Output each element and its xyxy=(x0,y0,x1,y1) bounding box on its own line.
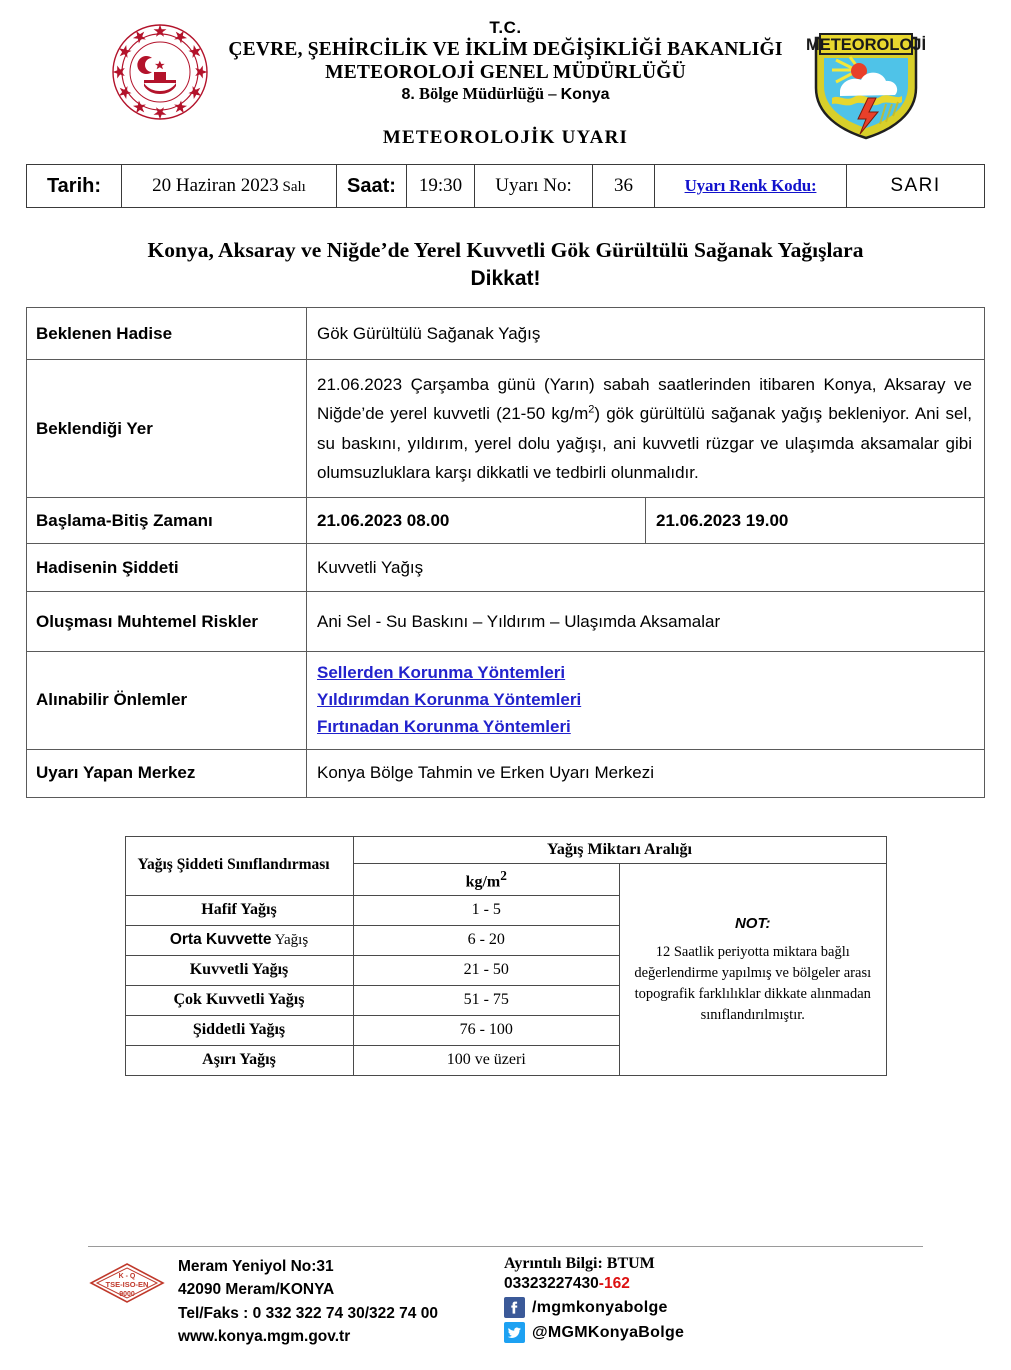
color-code-link[interactable]: Uyarı Renk Kodu: xyxy=(684,176,817,195)
classification-category-very-heavy: Çok Kuvvetli Yağış xyxy=(125,985,353,1015)
label-start-end-time: Başlama-Bitiş Zamanı xyxy=(27,498,307,544)
value-event-severity: Kuvvetli Yağış xyxy=(307,544,985,592)
address-line-2: 42090 Meram/KONYA xyxy=(178,1281,335,1299)
classification-range-moderate: 6 - 20 xyxy=(353,925,620,955)
facebook-handle[interactable]: /mgmkonyabolge xyxy=(531,1298,668,1316)
shield-text: METEOROLOJİ xyxy=(806,36,926,54)
precipitation-classification-table xyxy=(125,836,887,1076)
table-row-expected-location xyxy=(27,360,985,498)
warning-headline xyxy=(55,236,956,293)
table-row-expected-event xyxy=(27,308,985,360)
label-possible-risks: Oluşması Muhtemel Riskler xyxy=(27,592,307,652)
document-header xyxy=(0,0,1011,152)
tse-iso-certification-icon xyxy=(88,1255,166,1310)
header-tc: T.C. xyxy=(489,18,522,37)
color-code-value: SARI xyxy=(890,175,941,196)
ministry-emblem-icon xyxy=(110,22,210,122)
table-row-issuing-center xyxy=(27,749,985,797)
date-label: Tarih: xyxy=(46,174,102,197)
classification-table-wrapper xyxy=(0,836,1011,1076)
twitter-row[interactable] xyxy=(504,1322,684,1343)
tse-line-3: 9000 xyxy=(119,1291,135,1298)
meteoroloji-logo-icon xyxy=(806,24,926,142)
contact-title: Ayrıntılı Bilgi: BTUM xyxy=(503,1255,655,1272)
tse-line-1: K - Q xyxy=(118,1273,136,1280)
date-dayofweek-text: Salı xyxy=(282,179,306,195)
warning-details-table xyxy=(26,307,985,798)
contact-phone-number: 03323227430 xyxy=(503,1275,599,1292)
time-label-cell xyxy=(337,165,407,207)
date-value-cell xyxy=(122,165,337,207)
table-row-precautions xyxy=(27,652,985,750)
region-city: Konya xyxy=(560,86,610,104)
document-footer xyxy=(0,1246,1011,1348)
value-precautions-links xyxy=(307,652,985,750)
note-body: 12 Saatlik periyotta miktara bağlı değerlendirme yapılmış ve bölgeler arası topografik farklılıklar dikkate alınmadan sınıflandırılmıştır. xyxy=(634,943,872,1023)
header-ministry-line1: ÇEVRE, ŞEHİRCİLİK VE İKLİM DEĞİŞİKLİĞİ BAKANLIĞI xyxy=(228,39,783,61)
label-expected-location: Beklendiği Yer xyxy=(27,360,307,498)
category-moderate-rest: Yağış xyxy=(271,932,309,949)
label-event-severity: Hadisenin Şiddeti xyxy=(27,544,307,592)
document-title: METEOROLOJİK UYARI xyxy=(382,126,629,148)
region-middle: Bölge Müdürlüğü – xyxy=(414,84,561,104)
time-value-cell xyxy=(407,165,475,207)
value-start-time: 21.06.2023 08.00 xyxy=(307,498,646,544)
contact-phone-extension: -162 xyxy=(598,1275,630,1292)
paragraph-superscript: 2 xyxy=(588,403,595,416)
footer-address-block xyxy=(166,1255,438,1348)
table-row-possible-risks xyxy=(27,592,985,652)
value-expected-event: Gök Gürültülü Sağanak Yağış xyxy=(307,308,985,360)
address-line-1: Meram Yeniyol No:31 xyxy=(178,1258,334,1275)
tse-line-2: TSE-ISO-EN xyxy=(105,1280,149,1289)
twitter-handle[interactable]: @MGMKonyaBolge xyxy=(531,1323,685,1341)
time-label: Saat: xyxy=(347,174,396,197)
paragraph-part2: ) gök gürültülü sağanak yağış bekleniyor. Ani sel, su baskını, yıldırım, yerel dolu yağışı, ani kuvvetli rüzgar ve ulaşımda aksamalar gibi olumsuzluklara karşı dikkatli ve tedbirli olunmalıdır. xyxy=(317,404,973,482)
warning-no-value-cell xyxy=(593,165,655,207)
precaution-link-lightning[interactable]: Yıldırımdan Korunma Yöntemleri xyxy=(317,689,582,709)
date-text: 20 Haziran 2023 xyxy=(152,175,279,196)
table-row-start-end-time xyxy=(27,498,985,544)
label-precautions: Alınabilir Önlemler xyxy=(27,652,307,750)
classification-unit-superscript: 2 xyxy=(500,867,507,883)
warning-info-bar xyxy=(26,164,985,208)
paragraph-part1: 21.06.2023 Çarşamba günü (Yarın) sabah saatlerinden itibaren Konya, Aksaray ve Niğde’de yerel kuvvetli (21-50 kg/m xyxy=(317,375,972,424)
classification-range-very-heavy: 51 - 75 xyxy=(353,985,620,1015)
classification-unit-cell xyxy=(353,863,620,895)
headline-line1: Konya, Aksaray ve Niğde’de Yerel Kuvvetli Gök Gürültülü Sağanak Yağışlara xyxy=(147,238,864,262)
classification-category-extreme: Aşırı Yağış xyxy=(125,1045,353,1075)
warning-no-label-cell xyxy=(475,165,593,207)
table-row-event-severity xyxy=(27,544,985,592)
address-website[interactable]: www.konya.mgm.gov.tr xyxy=(178,1327,351,1345)
category-moderate-strong: Orta Kuvvette xyxy=(169,931,272,949)
precaution-link-flood[interactable]: Sellerden Korunma Yöntemleri xyxy=(317,663,566,683)
classification-header-span: Yağış Miktarı Aralığı xyxy=(353,836,886,863)
value-issuing-center: Konya Bölge Tahmin ve Erken Uyarı Merkezi xyxy=(307,749,985,797)
classification-range-extreme: 100 ve üzeri xyxy=(353,1045,620,1075)
classification-range-severe: 76 - 100 xyxy=(353,1015,620,1045)
classification-header-left: Yağış Şiddeti Sınıflandırması xyxy=(125,836,353,895)
color-code-value-cell xyxy=(847,165,984,207)
warning-no-value: 36 xyxy=(614,175,633,196)
label-issuing-center: Uyarı Yapan Merkez xyxy=(27,749,307,797)
value-possible-risks: Ani Sel - Su Baskını – Yıldırım – Ulaşımda Aksamalar xyxy=(307,592,985,652)
classification-range-heavy: 21 - 50 xyxy=(353,955,620,985)
headline-line2: Dikkat! xyxy=(470,267,541,291)
region-number: 8. xyxy=(401,86,415,104)
classification-category-light: Hafif Yağış xyxy=(125,895,353,925)
classification-category-moderate xyxy=(125,925,353,955)
classification-category-heavy: Kuvvetli Yağış xyxy=(125,955,353,985)
time-value: 19:30 xyxy=(418,175,463,196)
precaution-link-storm[interactable]: Fırtınadan Korunma Yöntemleri xyxy=(317,716,571,736)
facebook-row[interactable] xyxy=(504,1297,684,1318)
classification-category-severe: Şiddetli Yağış xyxy=(125,1015,353,1045)
classification-note-cell xyxy=(620,863,887,1075)
label-expected-event: Beklenen Hadise xyxy=(27,308,307,360)
value-expected-location-paragraph xyxy=(307,360,985,498)
classification-header-row-1 xyxy=(125,836,886,863)
note-title: NOT: xyxy=(734,914,771,932)
twitter-icon[interactable] xyxy=(504,1322,525,1343)
address-line-3: Tel/Faks : 0 332 322 74 30/322 74 00 xyxy=(178,1304,438,1322)
facebook-icon[interactable] xyxy=(504,1297,525,1318)
date-label-cell xyxy=(27,165,122,207)
classification-unit-label: kg/m xyxy=(465,872,501,890)
value-end-time: 21.06.2023 19.00 xyxy=(646,498,985,544)
header-ministry-line2: METEOROLOJİ GENEL MÜDÜRLÜĞÜ xyxy=(325,62,686,84)
date-value xyxy=(152,175,306,197)
footer-contact-block xyxy=(438,1255,684,1343)
classification-range-light: 1 - 5 xyxy=(353,895,620,925)
warning-no-label: Uyarı No: xyxy=(495,175,572,196)
color-code-label-cell[interactable] xyxy=(655,165,847,207)
contact-phone xyxy=(504,1275,684,1293)
